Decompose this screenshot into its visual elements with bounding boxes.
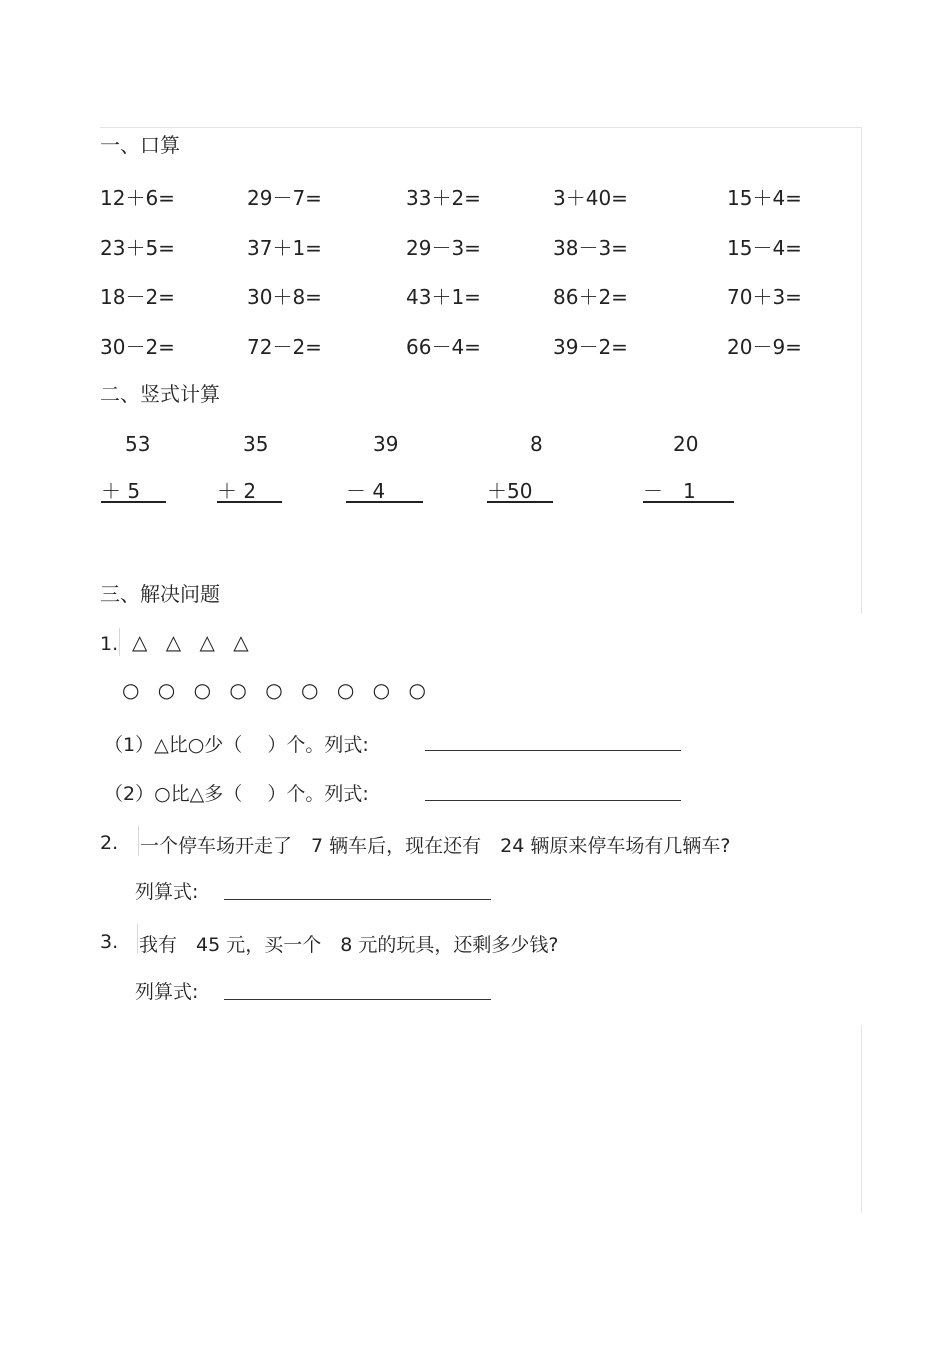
oral-item: 43＋1= <box>406 285 481 309</box>
circles-row: ○ ○ ○ ○ ○ ○ ○ ○ ○ <box>122 678 432 702</box>
problem-2-text: 一个停车场开走了 7 辆车后，现在还有 24 辆原来停车场有几辆车? <box>140 835 731 857</box>
oral-item: 33＋2= <box>406 186 481 210</box>
problem-2-formula-label: 列算式: <box>135 881 199 903</box>
oral-item: 39－2= <box>553 335 628 359</box>
oral-item: 15＋4= <box>727 186 802 210</box>
vertical-operator-line: － 1 <box>643 481 734 503</box>
vertical-operator-line: ＋50 <box>487 481 553 503</box>
oral-item: 37＋1= <box>247 236 322 260</box>
oral-item: 29－3= <box>406 236 481 260</box>
vertical-operator-line: ＋ 5 <box>101 481 166 503</box>
oral-item: 12＋6= <box>100 186 175 210</box>
oral-item: 29－7= <box>247 186 322 210</box>
triangles-row: △ △ △ △ <box>132 630 255 654</box>
oral-item: 3＋40= <box>553 186 628 210</box>
problem-1-number: 1. <box>100 633 119 655</box>
oral-item: 66－4= <box>406 335 481 359</box>
oral-item: 38－3= <box>553 236 628 260</box>
section-title-vertical: 二、竖式计算 <box>100 382 220 406</box>
answer-blank-2[interactable] <box>224 899 491 900</box>
problem-2-number: 2. <box>100 832 119 854</box>
oral-item: 20－9= <box>727 335 802 359</box>
oral-item: 30－2= <box>100 335 175 359</box>
problem-3-number: 3. <box>100 931 119 953</box>
problem-1-question-1: （1）△比○少（ ）个。列式: <box>104 734 369 756</box>
vertical-top-number: 20 <box>673 432 699 456</box>
problem-2-margin-mark <box>138 826 139 856</box>
vertical-top-number: 35 <box>243 432 269 456</box>
page-frame-top-line <box>100 127 862 128</box>
problem-1-question-2: （2）○比△多（ ）个。列式: <box>104 783 369 805</box>
vertical-top-number: 53 <box>125 432 151 456</box>
problem-3-text: 我有 45 元，买一个 8 元的玩具，还剩多少钱? <box>139 934 559 956</box>
vertical-operator-line: ＋ 2 <box>217 481 282 503</box>
page-frame-right-line <box>861 127 862 614</box>
oral-item: 70＋3= <box>727 285 802 309</box>
answer-blank-1-2[interactable] <box>425 800 681 801</box>
vertical-top-number: 39 <box>373 432 399 456</box>
oral-item: 18－2= <box>100 285 175 309</box>
answer-blank-1-1[interactable] <box>425 750 681 751</box>
vertical-top-number: 8 <box>530 432 543 456</box>
oral-item: 23＋5= <box>100 236 175 260</box>
answer-blank-3[interactable] <box>224 999 491 1000</box>
problem-3-formula-label: 列算式: <box>135 981 199 1003</box>
vertical-operator-line: － 4 <box>346 481 423 503</box>
section-title-problems: 三、解决问题 <box>100 582 220 606</box>
oral-item: 72－2= <box>247 335 322 359</box>
page-frame-right-line-lower <box>861 1025 862 1213</box>
oral-item: 30＋8= <box>247 285 322 309</box>
problem-1-margin-mark <box>119 628 120 656</box>
problem-3-margin-mark <box>137 924 138 954</box>
section-title-oral: 一、口算 <box>100 133 180 157</box>
oral-item: 86＋2= <box>553 285 628 309</box>
oral-item: 15－4= <box>727 236 802 260</box>
